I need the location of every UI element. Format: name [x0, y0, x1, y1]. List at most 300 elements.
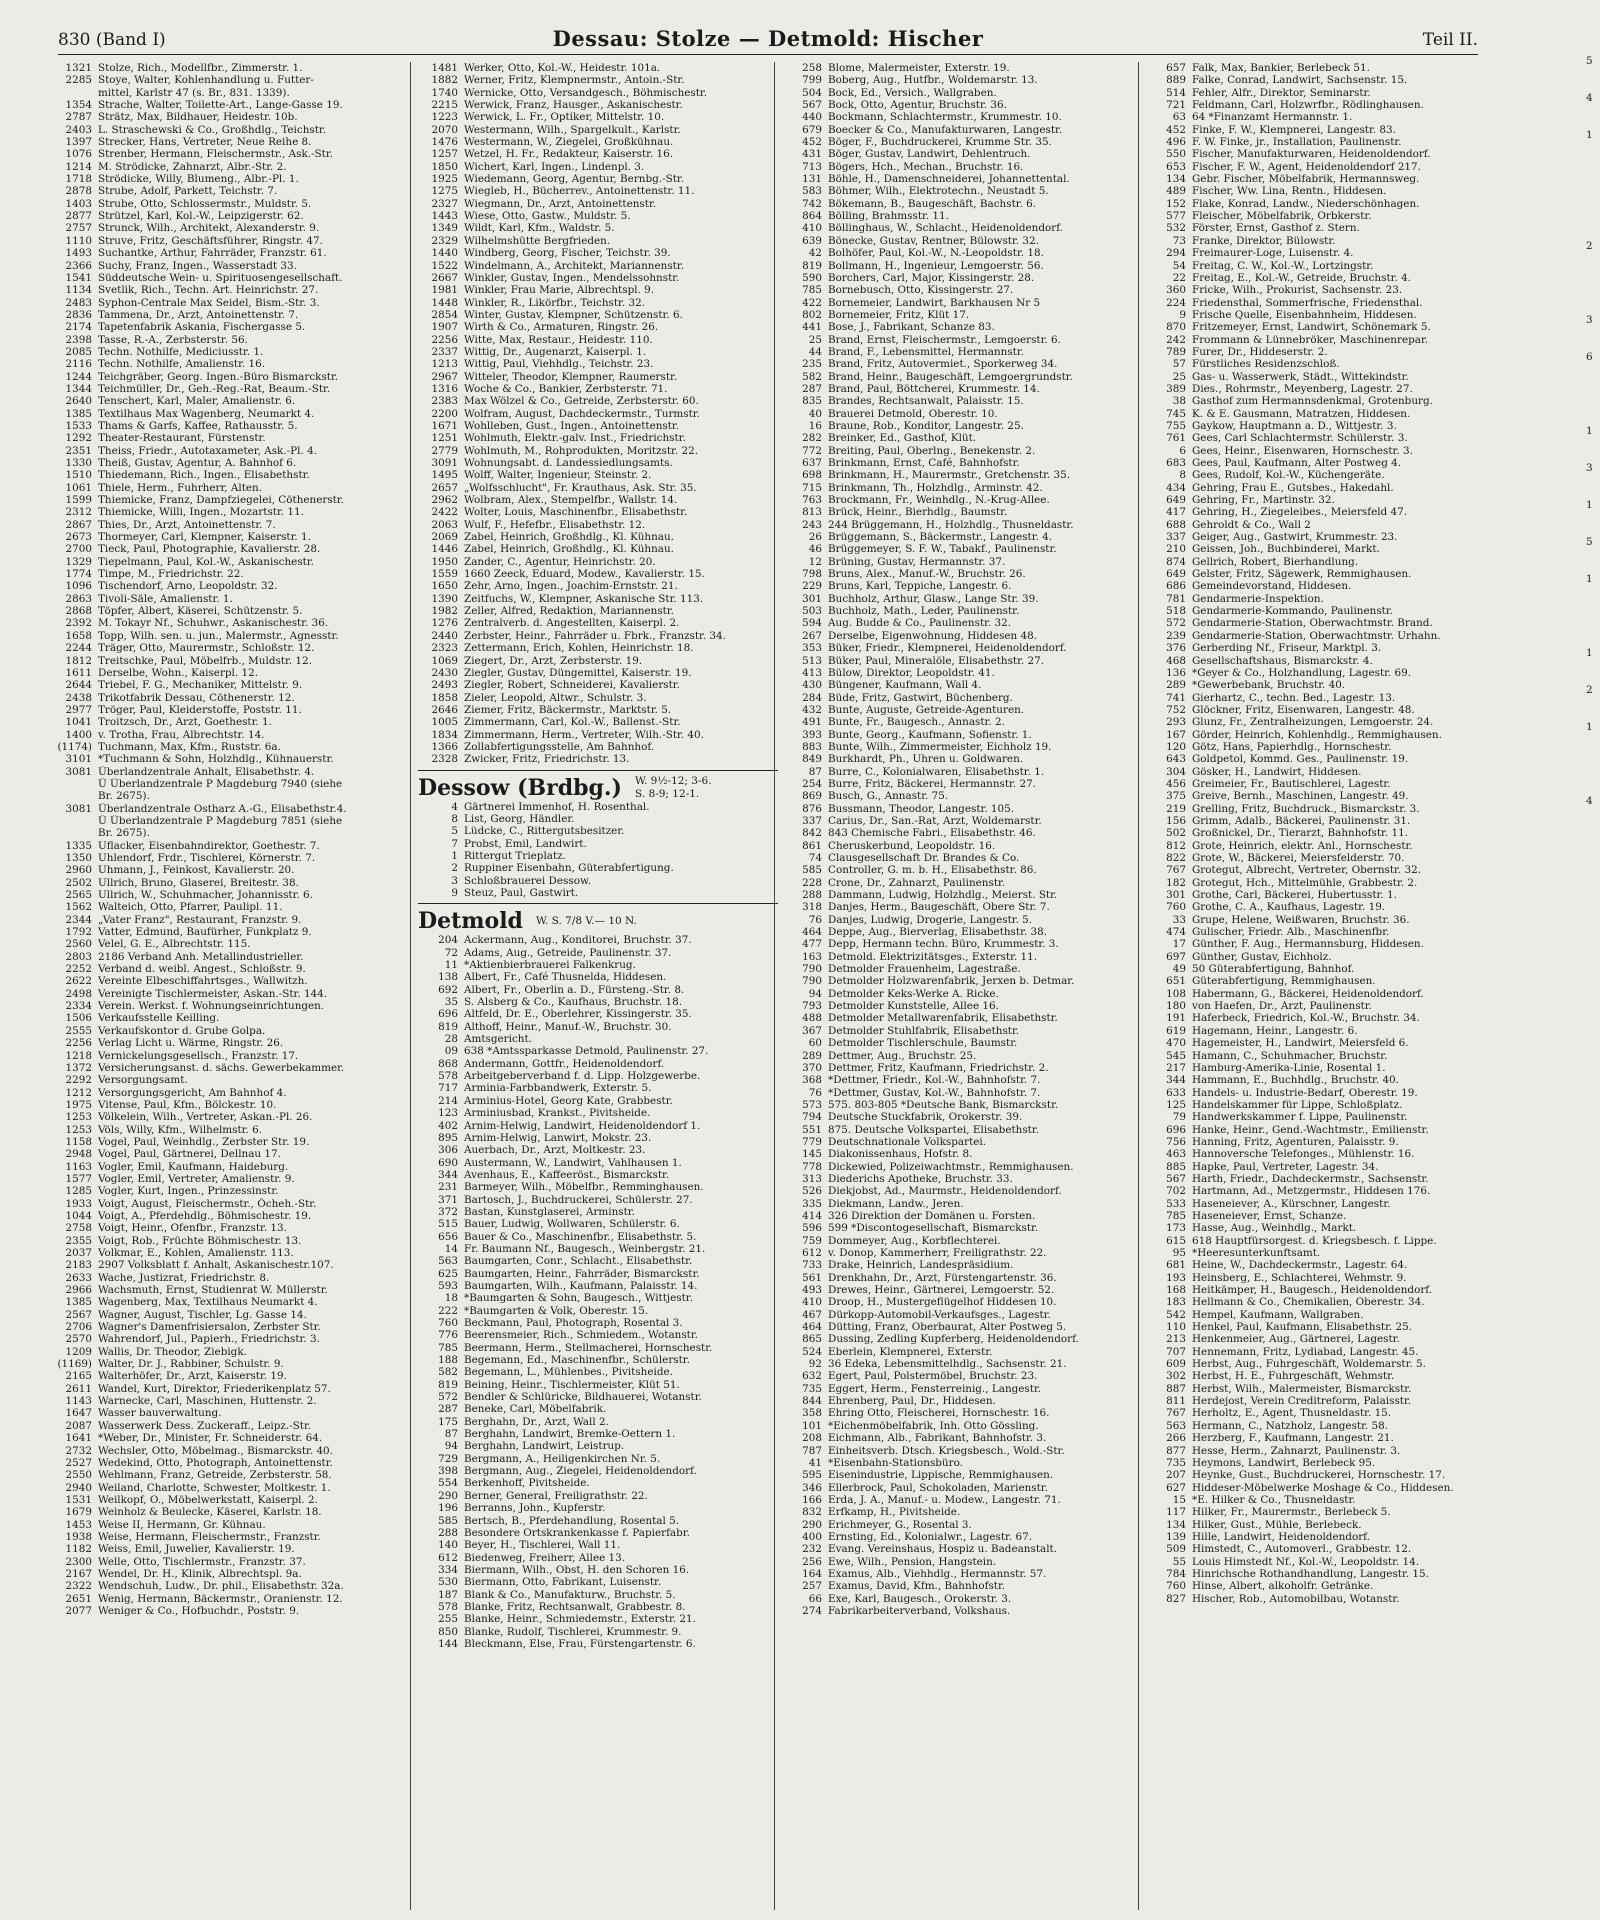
entry-text: Eberlein, Klempnerei, Exterstr. [828, 1345, 993, 1358]
directory-entry [782, 185, 1142, 197]
entry-text: Arbeitgeberverband f. d. Lipp. Holzgewerbe. [464, 1070, 701, 1083]
entry-text: Bauer & Co., Maschinenfbr., Elisabethstr. 5. [464, 1230, 697, 1243]
directory-entry [1146, 580, 1481, 592]
directory-entry [1146, 1198, 1481, 1210]
phone-number: 2085 [65, 345, 92, 358]
directory-entry [1146, 815, 1481, 827]
phone-number: 874 [1166, 555, 1186, 568]
entry-text: Blanke, Fritz, Rechtsanwalt, Grabbestr. 8. [464, 1600, 686, 1613]
directory-entry [418, 124, 778, 136]
entry-text: List, Georg, Händler. [464, 812, 575, 825]
directory-entry [418, 704, 778, 716]
directory-entry [418, 198, 778, 210]
entry-text: Verlag Licht u. Wärme, Ringstr. 26. [98, 1037, 284, 1050]
phone-number: 2867 [65, 518, 92, 531]
phone-number: 2483 [65, 296, 92, 309]
directory-entry [1146, 1136, 1481, 1148]
entry-text: Baumgarten, Wilh., Kaufmann, Palaisstr. 14. [464, 1279, 698, 1292]
entry-text: Gellrich, Robert, Bierhandlung. [1192, 555, 1359, 568]
entry-text: Förster, Ernst, Gasthof z. Stern. [1192, 222, 1360, 235]
directory-entry [1146, 148, 1481, 160]
entry-text: Lüdcke, C., Rittergutsbesitzer. [464, 825, 625, 838]
phone-number: 567 [802, 99, 822, 112]
phone-number: 1446 [431, 543, 458, 556]
phone-number: 2550 [65, 1469, 92, 1482]
directory-entry [52, 926, 412, 938]
phone-number: 180 [1166, 1000, 1186, 1013]
detmold-heading: Detmold [418, 908, 523, 935]
entry-text: Verkaufsstelle Keilling. [98, 1012, 220, 1025]
entry-text: Detmolder Holzwarenfabrik, Jerxen b. Detmar. [828, 975, 1075, 988]
phone-number: 463 [1166, 1148, 1186, 1161]
phone-number: 493 [802, 1284, 822, 1297]
directory-entry [52, 729, 412, 741]
entry-text: Danjes, Herm., Baugeschäft, Obere Str. 7. [828, 901, 1050, 914]
directory-entry [418, 934, 778, 946]
phone-number: 889 [1166, 74, 1186, 87]
phone-number: 74 [808, 852, 822, 864]
phone-number: 44 [808, 345, 822, 358]
entry-text: Wohnungsabt. d. Landessiedlungsamts. [464, 457, 673, 469]
phone-number: 595 [802, 1469, 822, 1482]
phone-number: 1251 [431, 432, 458, 445]
phone-number: 551 [802, 1123, 822, 1136]
entry-text: Ernsting, Ed., Kolonialwr., Lagestr. 67. [828, 1530, 1033, 1543]
phone-number: 2392 [65, 617, 92, 630]
entry-text: Glöckner, Fritz, Eisenwaren, Langestr. 48. [1192, 703, 1415, 716]
phone-number: 515 [438, 1218, 458, 1231]
directory-entry [418, 996, 778, 1008]
directory-entry [1146, 124, 1481, 136]
phone-number: 430 [802, 679, 822, 692]
entry-text: 2186 Verband Anh. Metallindustrieller. [98, 950, 304, 963]
phone-number: 468 [1166, 654, 1186, 667]
directory-entry [52, 1025, 412, 1037]
phone-number: 2555 [65, 1024, 92, 1037]
entry-text: Blanke, Heinr., Schmiedemstr., Exterstr. 21. [464, 1613, 696, 1626]
directory-entry [418, 482, 778, 494]
directory-entry [418, 1120, 778, 1132]
entry-text: Steuz, Paul, Gastwirt. [464, 887, 579, 899]
entry-text: Stolze, Rich., Modellfbr., Zimmerstr. 1. [98, 62, 303, 74]
directory-entry [52, 198, 412, 210]
phone-number: 572 [1166, 617, 1186, 630]
phone-number: 134 [1166, 1518, 1186, 1531]
phone-number: 729 [438, 1452, 458, 1465]
entry-text: Rittergut Trieplatz. [464, 849, 566, 862]
entry-text: Albert, Fr., Oberlin a. D., Fürsteng.-Str. 8. [464, 983, 685, 996]
directory-entry [418, 1317, 778, 1329]
entry-text: Büker, Friedr., Klempnerei, Heidenoldendorf. [828, 642, 1067, 655]
directory-entry [1146, 568, 1481, 580]
entry-text: Gierhartz, C., techn. Bed., Lagestr. 13. [1192, 691, 1396, 704]
directory-entry [418, 1453, 778, 1465]
phone-number: 49 [1172, 963, 1186, 976]
entry-text: Hennemann, Fritz, Lydiabad, Langestr. 45. [1192, 1345, 1419, 1358]
entry-text: 1660 Zeeck, Eduard, Modew., Kavalierstr. 15. [464, 568, 705, 581]
directory-entry [418, 383, 778, 395]
phone-number: 452 [802, 136, 822, 149]
entry-text: Burre, Fritz, Bäckerei, Hermannstr. 27. [828, 777, 1036, 790]
phone-number: 2877 [65, 210, 92, 223]
directory-entry [782, 1198, 1142, 1210]
phone-number: 2667 [431, 271, 458, 284]
directory-entry [52, 1259, 412, 1271]
directory-entry [782, 124, 1142, 136]
phone-number: 1858 [431, 691, 458, 704]
entry-text: Gulischer, Friedr. Alb., Maschinenfbr. [1192, 926, 1390, 939]
directory-entry [52, 1062, 412, 1074]
phone-number: 188 [438, 1354, 458, 1367]
phone-number: 217 [1166, 1061, 1186, 1074]
entry-text: Examus, David, Kfm., Bahnhofstr. [828, 1580, 1006, 1593]
phone-number: 110 [1166, 1321, 1186, 1334]
entry-text: Textilhaus Max Wagenberg, Neumarkt 4. [98, 407, 315, 420]
directory-entry [418, 408, 778, 420]
phone-number: 696 [1166, 1123, 1186, 1136]
entry-text: Wiese, Otto, Gastw., Muldstr. 5. [464, 210, 631, 223]
directory-entry [52, 1531, 412, 1543]
entry-text: Völs, Willy, Kfm., Wilhelmstr. 6. [98, 1123, 263, 1136]
phone-number: 4 [451, 800, 458, 813]
entry-text: Depp, Hermann techn. Büro, Krummestr. 3. [828, 938, 1059, 951]
entry-text: Buchholz, Math., Leder, Paulinenstr. [828, 605, 1020, 618]
phone-number: 136 [1166, 666, 1186, 679]
phone-number: 7 [451, 837, 458, 850]
directory-entry [418, 1132, 778, 1144]
entry-text: Wernicke, Otto, Versandgesch., Böhmischestr. [464, 86, 708, 99]
phone-number: 883 [802, 740, 822, 753]
entry-text: 64 *Finanzamt Hermannstr. 1. [1192, 111, 1353, 124]
entry-text: Wilhelmshütte Bergfrieden. [464, 234, 611, 247]
entry-text: Winkler, Frau Marie, Albrechtspl. 9. [464, 284, 655, 297]
directory-entry [52, 519, 412, 531]
entry-text: Wohlleben, Gust., Ingen., Antoinettenstr. [464, 419, 680, 432]
entry-text: Hinse, Albert, alkoholfr. Getränke. [1192, 1580, 1374, 1593]
phone-number: 42 [808, 247, 822, 260]
directory-entry [52, 1235, 412, 1247]
entry-text: Heine, W., Dachdeckermstr., Lagestr. 64. [1192, 1259, 1408, 1272]
phone-number: 2570 [65, 1333, 92, 1346]
phone-number: 573 [802, 1098, 822, 1111]
phone-number: 440 [802, 111, 822, 124]
phone-number: 456 [1166, 777, 1186, 790]
entry-text: Güterabfertigung, Remmighausen. [1192, 975, 1376, 988]
phone-number: 2498 [65, 987, 92, 1000]
phone-number: 289 [802, 1049, 822, 1062]
phone-number: 2633 [65, 1271, 92, 1284]
entry-text: Thiedemann, Rich., Ingen., Elisabethstr. [98, 469, 310, 482]
phone-number: 163 [802, 950, 822, 963]
phone-number: 2673 [65, 531, 92, 544]
phone-number: 353 [802, 642, 822, 655]
directory-entry [782, 531, 1142, 543]
entry-text: Velel, G. E., Albrechtstr. 115. [98, 938, 251, 951]
entry-text: Hamburg-Amerika-Linie, Rosental 1. [1192, 1061, 1386, 1074]
directory-entry [418, 753, 778, 765]
phone-number: 255 [438, 1613, 458, 1626]
directory-entry [1146, 1445, 1481, 1457]
directory-entry [418, 655, 778, 667]
phone-number: 1510 [65, 469, 92, 482]
entry-text: Berranns, John., Kupferstr. [464, 1502, 606, 1515]
entry-text: Böger, Gustav, Landwirt, Dehlentruch. [828, 148, 1031, 161]
directory-entry [52, 395, 412, 407]
entry-text: Vitense, Paul, Kfm., Bölckestr. 10. [98, 1098, 277, 1111]
phone-number: 2174 [65, 321, 92, 334]
page-number: 830 (Band I) [58, 30, 166, 50]
entry-text: Crone, Dr., Zahnarzt, Paulinenstr. [828, 876, 1006, 889]
directory-entry [782, 1395, 1142, 1407]
directory-entry [1146, 1407, 1481, 1419]
directory-entry [52, 1161, 412, 1173]
entry-text: Breiting, Paul, Oberlng., Benekenstr. 2. [828, 444, 1036, 457]
directory-entry [782, 383, 1142, 395]
phone-number: 294 [1166, 247, 1186, 260]
directory-entry [1146, 741, 1481, 753]
entry-text: 843 Chemische Fabri., Elisabethstr. 46. [828, 827, 1036, 840]
phone-number: 41 [808, 1456, 822, 1469]
entry-text: Bunte, Fr., Baugesch., Annastr. 2. [828, 716, 1005, 729]
phone-number: 615 [1166, 1234, 1186, 1247]
phone-number: 235 [802, 358, 822, 371]
phone-number: 2502 [65, 876, 92, 889]
phone-number: 400 [802, 1530, 822, 1543]
phone-number: 123 [438, 1107, 458, 1120]
directory-entry [418, 136, 778, 148]
phone-number: 1182 [65, 1543, 92, 1556]
directory-entry [1146, 1482, 1481, 1494]
phone-number: 3081 [65, 802, 92, 815]
phone-number: (1174) [57, 740, 92, 753]
directory-entry [52, 815, 412, 827]
directory-entry [418, 971, 778, 983]
directory-entry [418, 1379, 778, 1391]
entry-text: Trikotfabrik Dessau, Cöthenerstr. 12. [98, 691, 295, 704]
directory-entry [1146, 1333, 1481, 1345]
directory-entry [418, 371, 778, 383]
phone-number: 745 [1166, 407, 1186, 420]
directory-entry [782, 1333, 1142, 1345]
entry-text: Bendler & Schlüricke, Bildhauerei, Wotanstr. [464, 1391, 702, 1404]
phone-number: 144 [438, 1637, 458, 1650]
phone-number: 563 [1166, 1419, 1186, 1432]
phone-number: 337 [1166, 531, 1186, 544]
phone-number: 2366 [65, 259, 92, 272]
phone-number: 761 [1166, 432, 1186, 445]
phone-number: 679 [802, 123, 822, 136]
phone-number: 545 [1166, 1049, 1186, 1062]
directory-entry [782, 1346, 1142, 1358]
entry-text: Versorgungsgericht, Am Bahnhof 4. [98, 1086, 287, 1099]
phone-number: 612 [802, 1247, 822, 1259]
entry-text: Diekjobst, Ad., Maurmstr., Heidenoldendorf. [828, 1185, 1062, 1198]
phone-number: 306 [438, 1144, 458, 1157]
directory-entry [782, 1321, 1142, 1333]
directory-entry [418, 1440, 778, 1452]
entry-text: Detmolder Kunststelle, Allee 16. [828, 1000, 999, 1013]
directory-entry [418, 445, 778, 457]
entry-text: Weise II, Hermann, Gr. Kühnau. [98, 1518, 266, 1531]
phone-number: 422 [802, 296, 822, 309]
phone-number: 1076 [65, 148, 92, 161]
directory-entry [782, 1173, 1142, 1185]
entry-text: Günther, Gustav, Eichholz. [1192, 950, 1332, 963]
phone-number: 1647 [65, 1407, 92, 1420]
directory-entry [782, 914, 1142, 926]
phone-number: 290 [438, 1489, 458, 1502]
phone-number: 849 [802, 753, 822, 766]
phone-number: 578 [438, 1070, 458, 1083]
entry-text: Ehring Otto, Fleischerei, Hornschestr. 16. [828, 1407, 1050, 1420]
directory-entry [782, 753, 1142, 765]
phone-number: 410 [802, 222, 822, 235]
directory-entry [1146, 87, 1481, 99]
directory-entry [1146, 679, 1481, 691]
directory-entry [52, 840, 412, 852]
phone-number: 11 [444, 959, 458, 972]
directory-entry [782, 1383, 1142, 1395]
entry-text: Gösker, H., Landwirt, Hiddesen. [1192, 765, 1362, 778]
entry-text: Strätz, Max, Bildhauer, Heidestr. 10b. [98, 111, 298, 124]
directory-entry [52, 321, 412, 333]
phone-number: 593 [438, 1279, 458, 1292]
entry-text: Großnickel, Dr., Tierarzt, Bahnhofstr. 11. [1192, 827, 1408, 840]
directory-entry [52, 1148, 412, 1160]
phone-number: 193 [1166, 1271, 1186, 1284]
directory-entry [52, 938, 412, 950]
entry-text: Winkler, R., Likörfbr., Teichstr. 32. [464, 296, 645, 309]
phone-number: 1506 [65, 1012, 92, 1025]
entry-text: Borchers, Carl, Major, Kissingerstr. 28. [828, 271, 1035, 284]
directory-entry [782, 334, 1142, 346]
directory-entry [52, 1111, 412, 1123]
phone-number: 1385 [65, 407, 92, 420]
entry-text: Gees, Paul, Kaufmann, Alter Postweg 4. [1192, 457, 1402, 469]
phone-number: 35 [444, 996, 458, 1009]
directory-entry [418, 716, 778, 728]
entry-text: Verkaufskontor d. Grube Golpa. [98, 1024, 266, 1037]
directory-entry [52, 358, 412, 370]
entry-text: Brüning, Gustav, Hermannstr. 37. [828, 555, 1006, 568]
phone-number: 54 [1172, 259, 1186, 272]
entry-text: Volkmar, E., Kohlen, Amalienstr. 113. [98, 1247, 294, 1259]
phone-number: 239 [1166, 629, 1186, 642]
directory-entry [52, 1605, 412, 1617]
directory-entry [782, 580, 1142, 592]
directory-entry [52, 173, 412, 185]
entry-text: Hesse, Herm., Zahnarzt, Paulinenstr. 3. [1192, 1444, 1401, 1457]
entry-text: Detmold. Elektrizitätsges., Exterstr. 11. [828, 950, 1038, 963]
entry-text: Bunte, Wilh., Zimmermeister, Eichholz 19. [828, 740, 1052, 753]
entry-text: *Geyer & Co., Holzhandlung, Lagestr. 69. [1192, 666, 1412, 679]
directory-entry [418, 984, 778, 996]
directory-entry [52, 1445, 412, 1457]
directory-entry [782, 432, 1142, 444]
directory-entry [418, 1305, 778, 1317]
entry-text: Tapetenfabrik Askania, Fischergasse 5. [98, 321, 306, 334]
directory-entry [418, 1045, 778, 1057]
phone-number: 8 [1179, 469, 1186, 482]
entry-text: Hiddeser-Möbelwerke Moshage & Co., Hiddesen. [1192, 1481, 1454, 1494]
directory-entry [418, 247, 778, 259]
phone-number: 2300 [65, 1555, 92, 1568]
entry-text: Arminiusbad, Krankst., Pivitsheide. [464, 1107, 651, 1120]
phone-number: 1366 [431, 740, 458, 753]
phone-number: 567 [1166, 1172, 1186, 1185]
entry-text: Herbst, Aug., Fuhrgeschäft, Woldemarstr. 5. [1192, 1358, 1426, 1371]
directory-entry [418, 284, 778, 296]
directory-entry [1146, 1050, 1481, 1062]
phone-number: 134 [1166, 173, 1186, 186]
entry-text: Thormeyer, Carl, Klempner, Kaiserstr. 1. [98, 531, 311, 544]
entry-text: Brinkmann, Th., Holzhdlg., Arminstr. 42. [828, 481, 1043, 494]
directory-entry [52, 741, 412, 753]
phone-number: 1981 [431, 284, 458, 297]
entry-text: Boberg, Aug., Hutfbr., Woldemarstr. 13. [828, 74, 1038, 87]
directory-entry [418, 1082, 778, 1094]
entry-text: Frische Quelle, Eisenbahnheim, Hiddesen. [1192, 308, 1417, 321]
entry-text: Herzberg, F., Kaufmann, Langestr. 21. [1192, 1432, 1394, 1445]
phone-number: 372 [438, 1205, 458, 1218]
phone-number: 2077 [65, 1604, 92, 1617]
phone-number: 73 [1172, 234, 1186, 247]
dessow-hours-weekday: W. 9½-12; 3-6. [635, 774, 712, 787]
entry-text: Vernickelungsgesellsch., Franzstr. 17. [98, 1049, 299, 1062]
phone-number: 790 [802, 963, 822, 976]
directory-entry [418, 506, 778, 518]
directory-entry [782, 1469, 1142, 1481]
entry-text: Dammann, Ludwig, Holzhdlg., Meierst. Str. [828, 889, 1058, 902]
entry-text: Böger, F., Buchdruckerei, Krumme Str. 35. [828, 136, 1052, 149]
phone-number: 2069 [431, 531, 458, 544]
entry-text: Bartosch, J., Buchdruckerei, Schülerstr. 27. [464, 1193, 693, 1206]
entry-text: Wohlmuth, M., Rohprodukten, Moritzstr. 22. [464, 444, 699, 457]
phone-number: 2328 [431, 753, 458, 766]
directory-entry [782, 1148, 1142, 1160]
directory-entry [1146, 1148, 1481, 1160]
phone-number: 95 [1172, 1247, 1186, 1259]
phone-number: 488 [802, 1012, 822, 1025]
entry-text: Derselbe, Wohn., Kaiserpl. 12. [98, 666, 259, 679]
phone-number: 1 [451, 849, 458, 862]
edge-character: 2 [1586, 240, 1593, 252]
phone-number: 2200 [431, 407, 458, 420]
phone-number: 1671 [431, 419, 458, 432]
entry-text: Wasser bauverwaltung. [98, 1407, 222, 1420]
edge-character [1586, 277, 1600, 314]
directory-entry [52, 1124, 412, 1136]
directory-entry [418, 1601, 778, 1613]
entry-text: v. Trotha, Frau, Albrechtstr. 14. [98, 728, 265, 741]
phone-number: 1933 [65, 1197, 92, 1210]
phone-number: 627 [1166, 1481, 1186, 1494]
phone-number: 22 [1172, 271, 1186, 284]
phone-number: 2960 [65, 864, 92, 877]
entry-text: Zieler, Leopold, Altwr., Schulstr. 3. [464, 691, 647, 704]
directory-entry [782, 1222, 1142, 1234]
directory-entry [418, 1589, 778, 1601]
entry-text: Berghahn, Landwirt, Leistrup. [464, 1440, 625, 1453]
entry-text: Gemeindevorstand, Hiddesen. [1192, 580, 1352, 593]
directory-entry [1146, 99, 1481, 111]
phone-number: 763 [802, 494, 822, 507]
phone-number: 779 [802, 1135, 822, 1148]
entry-text: Grote, Heinrich, elektr. Anl., Hornschestr. [1192, 839, 1413, 852]
phone-number: 376 [1166, 642, 1186, 655]
directory-entry [1146, 235, 1481, 247]
entry-text: Gehring, Frau E., Gutsbes., Hakedahl. [1192, 481, 1394, 494]
